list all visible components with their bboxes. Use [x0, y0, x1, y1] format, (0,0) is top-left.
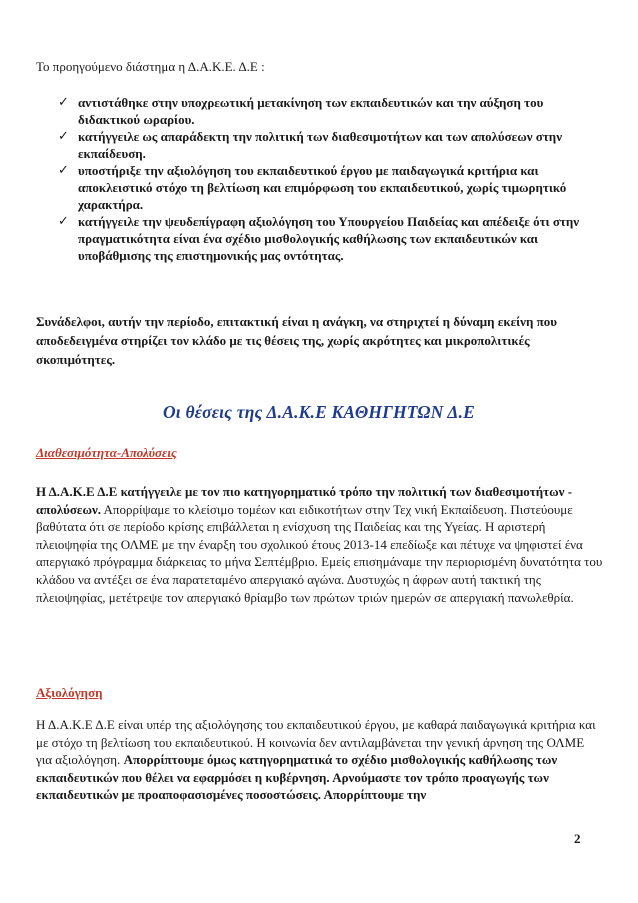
evaluation-text: Η Δ.Α.Κ.Ε Δ.Ε είναι υπέρ της αξιολόγησης του εκπαιδευτικού έργου, με καθαρά παιδαγωγικά κριτήρια και με στόχο τη βελτίωση του εκπαιδευτικού. Η κοινωνία δεν αντιλαμβάνεται την γενική άρνηση της ΟΛΜΕ για αξιολόγηση.	[36, 717, 596, 768]
check-item	[58, 213, 588, 264]
evaluation-bold-tail: Απορρίπτουμε όμως κατηγορηματικά το σχέδιο μισθολογικής καθήλωσης των εκπαιδευτικών που θέλει να εφαρμόσει η κυβέρνηση. Αρνούμαστε τον τρόπο προαγωγής των εκπαιδευτικών με προαποφασισμένες ποσοστώσεις. Απορρίπτουμε την	[36, 752, 558, 803]
appeal-paragraph: Συνάδελφοι, αυτήν την περίοδο, επιτακτική είναι η ανάγκη, να στηριχτεί η δύναμη εκείνη που αποδεδειγμένα στηρίζει τον κλάδο με τις θέσεις της, χωρίς ακρότητες και μικροπολιτικές σκοπιμότητες.	[36, 314, 557, 367]
evaluation-paragraph	[36, 716, 603, 804]
checkmark-icon: ✓	[58, 163, 69, 178]
page-number: 2	[574, 831, 581, 846]
check-item-text: κατήγγειλε την ψευδεπίγραφη αξιολόγηση του Υπουργείου Παιδείας και απέδειξε ότι στην πραγματικότητα είναι ένα σχέδιο μισθολογικής καθήλωσης των εκπαιδευτικών και υποβάθμισης της επιστημονικής μας οντότητας.	[78, 214, 580, 263]
check-item-text: κατήγγειλε ως απαράδεκτη την πολιτική των διαθεσιμοτήτων και των απολύσεων στην εκπαίδευση.	[78, 129, 563, 161]
checkmark-icon: ✓	[58, 214, 69, 229]
section-heading: Οι θέσεις της Δ.Α.Κ.Ε ΚΑΘΗΓΗΤΩΝ Δ.Ε	[162, 402, 476, 422]
subheading-availability: Διαθεσιμότητα-Απολύσεις	[36, 445, 177, 460]
availability-lead: Η Δ.Α.Κ.Ε Δ.Ε κατήγγειλε με τον πιο κατηγορηματικό τρόπο την πολιτική των διαθεσιμοτήτων - απολύσεων.	[36, 484, 573, 517]
check-item-text: αντιστάθηκε στην υποχρεωτική μετακίνηση των εκπαιδευτικών και την αύξηση του διδακτικού ωραρίου.	[78, 95, 544, 127]
check-item	[58, 162, 588, 213]
intro-line: Το προηγούμενο διάστημα η Δ.Α.Κ.Ε. Δ.Ε :	[36, 59, 265, 74]
check-item-text: υποστήριξε την αξιολόγηση του εκπαιδευτικού έργου με παιδαγωγικά κριτήρια και αποκλειστικό στόχο τη βελτίωση και επιμόρφωση του εκπαιδευτικού, χωρίς τιμωρητικό χαρακτήρα.	[78, 163, 567, 212]
check-item	[58, 94, 588, 128]
check-item	[58, 128, 588, 162]
availability-paragraph	[36, 483, 603, 606]
checkmark-icon: ✓	[58, 129, 69, 144]
checklist	[58, 94, 588, 264]
checkmark-icon: ✓	[58, 95, 69, 110]
availability-text: Απορρίψαμε το κλείσιμο τομέων και ειδικοτήτων στην Τεχ νική Εκπαίδευση. Πιστεύουμε βαθύτατα ότι σε περίοδο κρίσης επιβάλλεται η ενίσχυση της Παιδείας και της Υγείας. Η αριστερή πλειοψηφία της ΟΛΜΕ με την έναρξη του σχολικού έτους 2013-14 επεδίωξε και πέτυχε να ψηφιστεί ένα απεργιακό πρόγραμμα διάρκειας το μήνα Σεπτέμβριο. Εμείς επισημάναμε την περιορισμένη δυνατότητα του κλάδου να αντέξει σε ένα παρατεταμένο απεργιακό αγώνα. Δυστυχώς η άφρων αυτή τακτική της πλειοψηφίας, μετέτρεψε τον απεργιακό θρίαμβο των πρώτων τριών ημερών σε απεργιακή πανωλεθρία.	[36, 501, 603, 605]
subheading-evaluation: Αξιολόγηση	[36, 685, 103, 700]
